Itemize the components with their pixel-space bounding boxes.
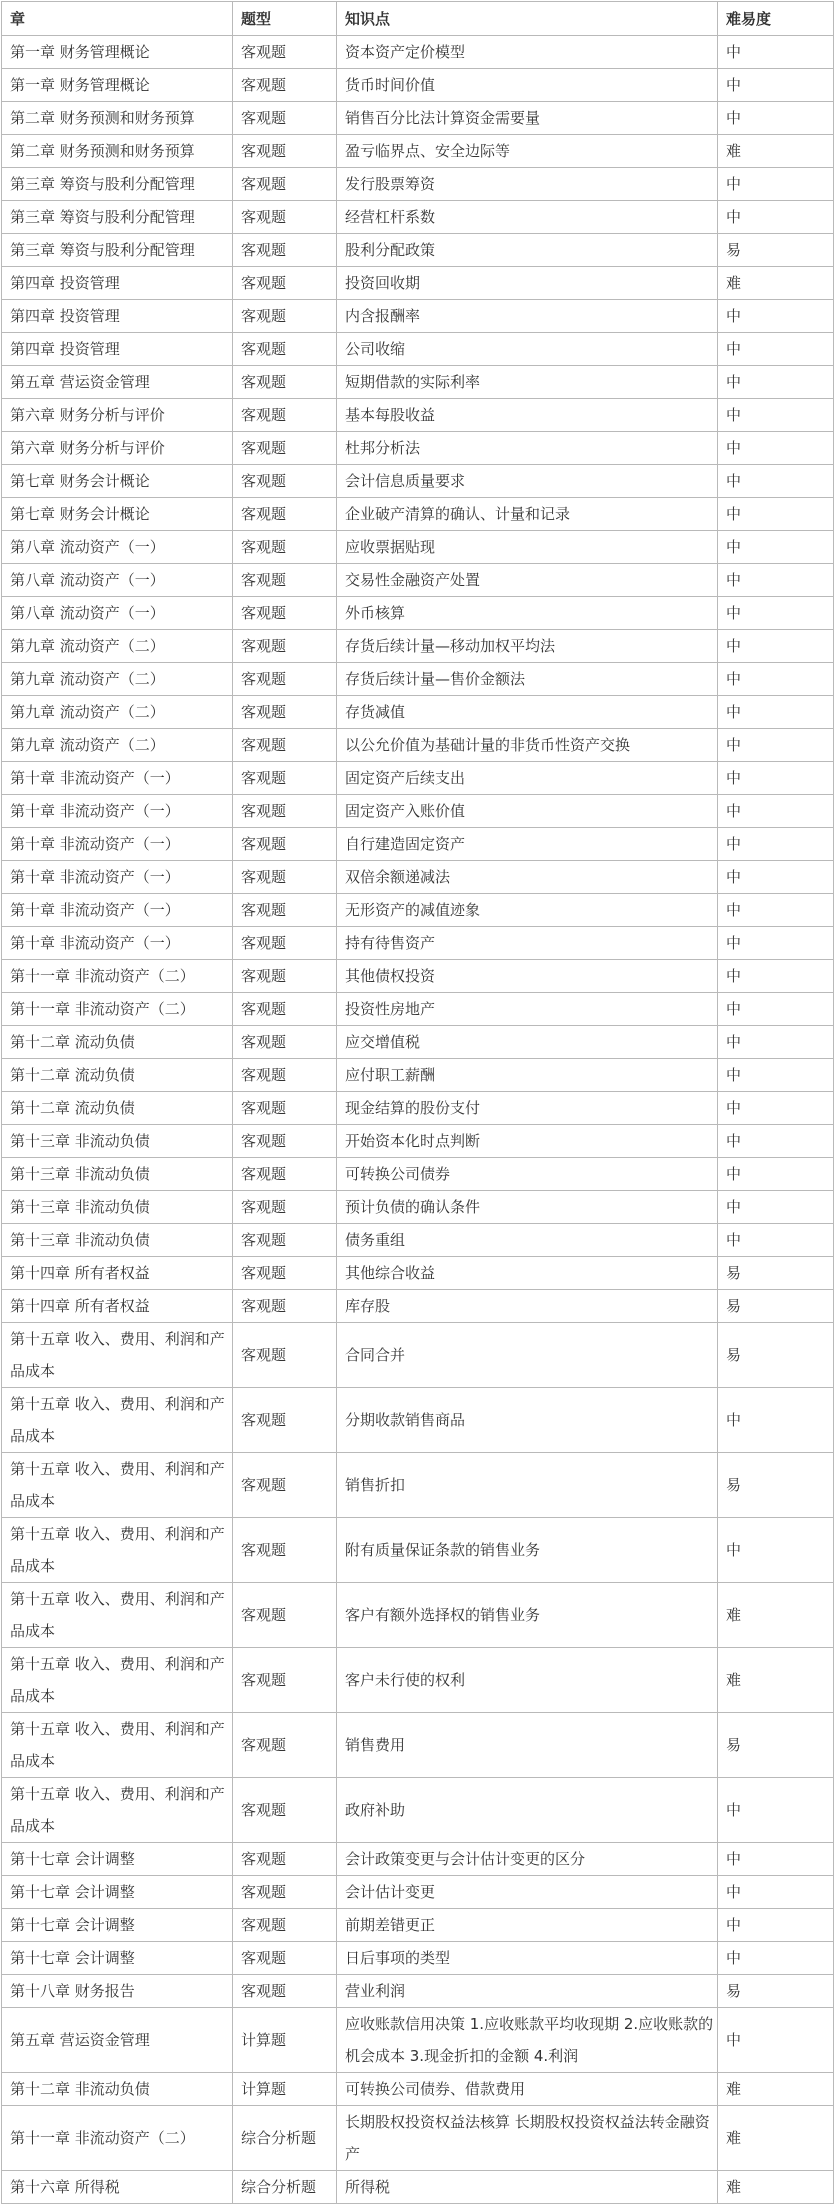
knowledge-point-cell: 货币时间价值 [337, 69, 718, 102]
table-row [2, 993, 834, 1026]
table-row [2, 1518, 834, 1583]
difficulty-cell: 易 [718, 234, 834, 267]
knowledge-point-cell: 销售费用 [337, 1713, 718, 1778]
difficulty-cell: 中 [718, 168, 834, 201]
knowledge-point-cell: 其他综合收益 [337, 1257, 718, 1290]
knowledge-point-cell: 政府补助 [337, 1778, 718, 1843]
question-type-cell: 客观题 [233, 564, 337, 597]
chapter-cell: 第十一章 非流动资产（二） [2, 960, 233, 993]
knowledge-point-cell: 前期差错更正 [337, 1909, 718, 1942]
knowledge-point-cell: 营业利润 [337, 1975, 718, 2008]
chapter-cell: 第十章 非流动资产（一） [2, 927, 233, 960]
chapter-cell: 第九章 流动资产（二） [2, 729, 233, 762]
chapter-cell: 第十章 非流动资产（一） [2, 894, 233, 927]
knowledge-point-cell: 合同合并 [337, 1323, 718, 1388]
question-type-cell: 客观题 [233, 1975, 337, 2008]
knowledge-point-cell: 其他债权投资 [337, 960, 718, 993]
question-type-cell: 综合分析题 [233, 2171, 337, 2204]
difficulty-cell: 中 [718, 1518, 834, 1583]
table-row [2, 861, 834, 894]
question-type-cell: 客观题 [233, 762, 337, 795]
difficulty-cell: 中 [718, 102, 834, 135]
difficulty-cell: 难 [718, 1648, 834, 1713]
table-row [2, 465, 834, 498]
question-type-cell: 客观题 [233, 993, 337, 1026]
chapter-cell: 第十一章 非流动资产（二） [2, 993, 233, 1026]
table-row [2, 1158, 834, 1191]
table-header-row [2, 2, 834, 36]
knowledge-point-cell: 固定资产入账价值 [337, 795, 718, 828]
difficulty-cell: 中 [718, 2008, 834, 2073]
difficulty-cell: 中 [718, 1125, 834, 1158]
question-type-cell: 计算题 [233, 2008, 337, 2073]
knowledge-point-cell: 会计政策变更与会计估计变更的区分 [337, 1843, 718, 1876]
question-type-cell: 客观题 [233, 861, 337, 894]
question-type-cell: 客观题 [233, 432, 337, 465]
question-type-cell: 客观题 [233, 630, 337, 663]
table-row [2, 2008, 834, 2073]
question-type-cell: 客观题 [233, 1158, 337, 1191]
question-type-cell: 客观题 [233, 69, 337, 102]
question-type-cell: 客观题 [233, 531, 337, 564]
question-type-cell: 客观题 [233, 1583, 337, 1648]
question-type-cell: 客观题 [233, 234, 337, 267]
question-type-cell: 客观题 [233, 1843, 337, 1876]
knowledge-point-cell: 销售折扣 [337, 1453, 718, 1518]
chapter-cell: 第四章 投资管理 [2, 300, 233, 333]
knowledge-point-cell: 自行建造固定资产 [337, 828, 718, 861]
difficulty-cell: 中 [718, 993, 834, 1026]
knowledge-point-cell: 长期股权投资权益法核算 长期股权投资权益法转金融资产 [337, 2106, 718, 2171]
table-row [2, 564, 834, 597]
difficulty-cell: 中 [718, 498, 834, 531]
knowledge-point-cell: 盈亏临界点、安全边际等 [337, 135, 718, 168]
header-question-type: 题型 [233, 2, 337, 36]
chapter-cell: 第八章 流动资产（一） [2, 597, 233, 630]
table-row [2, 1453, 834, 1518]
chapter-cell: 第三章 筹资与股利分配管理 [2, 234, 233, 267]
chapter-cell: 第十八章 财务报告 [2, 1975, 233, 2008]
knowledge-point-cell: 以公允价值为基础计量的非货币性资产交换 [337, 729, 718, 762]
difficulty-cell: 中 [718, 762, 834, 795]
difficulty-cell: 中 [718, 1843, 834, 1876]
question-type-cell: 客观题 [233, 597, 337, 630]
knowledge-point-cell: 基本每股收益 [337, 399, 718, 432]
difficulty-cell: 中 [718, 894, 834, 927]
chapter-cell: 第十七章 会计调整 [2, 1909, 233, 1942]
difficulty-cell: 难 [718, 267, 834, 300]
table-row [2, 828, 834, 861]
chapter-cell: 第四章 投资管理 [2, 267, 233, 300]
knowledge-point-cell: 投资性房地产 [337, 993, 718, 1026]
knowledge-point-cell: 可转换公司债券 [337, 1158, 718, 1191]
chapter-cell: 第十二章 非流动负债 [2, 2073, 233, 2106]
chapter-cell: 第十四章 所有者权益 [2, 1257, 233, 1290]
chapter-cell: 第六章 财务分析与评价 [2, 432, 233, 465]
table-row [2, 1648, 834, 1713]
question-type-cell: 客观题 [233, 1518, 337, 1583]
table-row [2, 399, 834, 432]
difficulty-cell: 中 [718, 630, 834, 663]
knowledge-point-cell: 客户未行使的权利 [337, 1648, 718, 1713]
chapter-cell: 第三章 筹资与股利分配管理 [2, 201, 233, 234]
knowledge-point-cell: 应付职工薪酬 [337, 1059, 718, 1092]
table-row [2, 267, 834, 300]
question-type-cell: 客观题 [233, 1713, 337, 1778]
chapter-cell: 第十五章 收入、费用、利润和产品成本 [2, 1648, 233, 1713]
table-row [2, 630, 834, 663]
question-type-cell: 客观题 [233, 1909, 337, 1942]
table-row [2, 1257, 834, 1290]
knowledge-point-cell: 会计估计变更 [337, 1876, 718, 1909]
table-row [2, 201, 834, 234]
chapter-cell: 第十五章 收入、费用、利润和产品成本 [2, 1453, 233, 1518]
chapter-cell: 第十五章 收入、费用、利润和产品成本 [2, 1583, 233, 1648]
difficulty-cell: 中 [718, 1158, 834, 1191]
table-row [2, 1125, 834, 1158]
difficulty-cell: 难 [718, 2106, 834, 2171]
knowledge-point-cell: 日后事项的类型 [337, 1942, 718, 1975]
table-row [2, 168, 834, 201]
knowledge-point-cell: 投资回收期 [337, 267, 718, 300]
chapter-cell: 第十章 非流动资产（一） [2, 861, 233, 894]
table-row [2, 1778, 834, 1843]
chapter-cell: 第八章 流动资产（一） [2, 531, 233, 564]
difficulty-cell: 易 [718, 1290, 834, 1323]
question-type-cell: 客观题 [233, 1876, 337, 1909]
difficulty-cell: 中 [718, 465, 834, 498]
question-type-cell: 客观题 [233, 1059, 337, 1092]
table-row [2, 597, 834, 630]
chapter-cell: 第十三章 非流动负债 [2, 1158, 233, 1191]
table-row [2, 1843, 834, 1876]
difficulty-cell: 易 [718, 1713, 834, 1778]
difficulty-cell: 易 [718, 1975, 834, 2008]
table-row [2, 432, 834, 465]
table-row [2, 795, 834, 828]
chapter-cell: 第十七章 会计调整 [2, 1942, 233, 1975]
question-type-cell: 客观题 [233, 267, 337, 300]
question-type-cell: 客观题 [233, 894, 337, 927]
knowledge-point-cell: 发行股票筹资 [337, 168, 718, 201]
chapter-cell: 第十一章 非流动资产（二） [2, 2106, 233, 2171]
question-type-cell: 综合分析题 [233, 2106, 337, 2171]
difficulty-cell: 中 [718, 399, 834, 432]
chapter-cell: 第十七章 会计调整 [2, 1843, 233, 1876]
question-type-cell: 客观题 [233, 1191, 337, 1224]
chapter-cell: 第三章 筹资与股利分配管理 [2, 168, 233, 201]
chapter-cell: 第十五章 收入、费用、利润和产品成本 [2, 1713, 233, 1778]
difficulty-cell: 中 [718, 663, 834, 696]
chapter-cell: 第八章 流动资产（一） [2, 564, 233, 597]
knowledge-point-cell: 会计信息质量要求 [337, 465, 718, 498]
difficulty-cell: 中 [718, 1909, 834, 1942]
knowledge-point-cell: 库存股 [337, 1290, 718, 1323]
chapter-cell: 第十六章 所得税 [2, 2171, 233, 2204]
knowledge-point-cell: 所得税 [337, 2171, 718, 2204]
header-knowledge-point: 知识点 [337, 2, 718, 36]
table-row [2, 234, 834, 267]
question-type-cell: 客观题 [233, 1778, 337, 1843]
chapter-cell: 第十三章 非流动负债 [2, 1224, 233, 1257]
question-type-cell: 客观题 [233, 1257, 337, 1290]
difficulty-cell: 中 [718, 300, 834, 333]
knowledge-point-cell: 附有质量保证条款的销售业务 [337, 1518, 718, 1583]
difficulty-cell: 中 [718, 795, 834, 828]
difficulty-cell: 中 [718, 564, 834, 597]
knowledge-point-cell: 应交增值税 [337, 1026, 718, 1059]
chapter-cell: 第十五章 收入、费用、利润和产品成本 [2, 1323, 233, 1388]
chapter-cell: 第十七章 会计调整 [2, 1876, 233, 1909]
chapter-cell: 第十三章 非流动负债 [2, 1191, 233, 1224]
knowledge-point-cell: 外币核算 [337, 597, 718, 630]
difficulty-cell: 中 [718, 861, 834, 894]
knowledge-point-cell: 短期借款的实际利率 [337, 366, 718, 399]
question-type-cell: 客观题 [233, 1125, 337, 1158]
question-type-cell: 客观题 [233, 1026, 337, 1059]
chapter-cell: 第四章 投资管理 [2, 333, 233, 366]
difficulty-cell: 难 [718, 1583, 834, 1648]
knowledge-point-cell: 分期收款销售商品 [337, 1388, 718, 1453]
knowledge-point-cell: 现金结算的股份支付 [337, 1092, 718, 1125]
question-type-cell: 客观题 [233, 1942, 337, 1975]
chapter-cell: 第一章 财务管理概论 [2, 36, 233, 69]
difficulty-cell: 易 [718, 1453, 834, 1518]
difficulty-cell: 中 [718, 696, 834, 729]
table-row [2, 1059, 834, 1092]
question-type-cell: 客观题 [233, 465, 337, 498]
table-row [2, 366, 834, 399]
difficulty-cell: 易 [718, 1257, 834, 1290]
difficulty-cell: 中 [718, 36, 834, 69]
table-row [2, 696, 834, 729]
chapter-cell: 第十章 非流动资产（一） [2, 828, 233, 861]
table-row [2, 102, 834, 135]
table-row [2, 894, 834, 927]
chapter-cell: 第九章 流动资产（二） [2, 696, 233, 729]
question-type-cell: 客观题 [233, 927, 337, 960]
knowledge-point-cell: 债务重组 [337, 1224, 718, 1257]
knowledge-point-cell: 持有待售资产 [337, 927, 718, 960]
difficulty-cell: 中 [718, 201, 834, 234]
chapter-cell: 第十四章 所有者权益 [2, 1290, 233, 1323]
question-type-cell: 客观题 [233, 729, 337, 762]
table-row [2, 2073, 834, 2106]
question-type-cell: 客观题 [233, 168, 337, 201]
chapter-cell: 第七章 财务会计概论 [2, 498, 233, 531]
question-type-cell: 客观题 [233, 399, 337, 432]
difficulty-cell: 中 [718, 729, 834, 762]
question-type-cell: 客观题 [233, 1290, 337, 1323]
chapter-cell: 第七章 财务会计概论 [2, 465, 233, 498]
difficulty-cell: 中 [718, 1092, 834, 1125]
question-type-cell: 客观题 [233, 1224, 337, 1257]
chapter-cell: 第十章 非流动资产（一） [2, 795, 233, 828]
table-row [2, 729, 834, 762]
knowledge-point-cell: 经营杠杆系数 [337, 201, 718, 234]
table-row [2, 1876, 834, 1909]
chapter-cell: 第十二章 流动负债 [2, 1059, 233, 1092]
chapter-cell: 第二章 财务预测和财务预算 [2, 102, 233, 135]
table-row [2, 1290, 834, 1323]
question-type-cell: 客观题 [233, 1453, 337, 1518]
question-type-cell: 客观题 [233, 300, 337, 333]
question-type-cell: 客观题 [233, 366, 337, 399]
question-type-cell: 客观题 [233, 135, 337, 168]
knowledge-point-cell: 企业破产清算的确认、计量和记录 [337, 498, 718, 531]
difficulty-cell: 中 [718, 1224, 834, 1257]
knowledge-point-cell: 公司收缩 [337, 333, 718, 366]
table-row [2, 2171, 834, 2204]
question-type-cell: 客观题 [233, 696, 337, 729]
table-row [2, 762, 834, 795]
table-row [2, 1909, 834, 1942]
difficulty-cell: 难 [718, 2171, 834, 2204]
knowledge-point-cell: 存货后续计量—售价金额法 [337, 663, 718, 696]
knowledge-point-cell: 应收票据贴现 [337, 531, 718, 564]
table-row [2, 531, 834, 564]
difficulty-cell: 中 [718, 366, 834, 399]
chapter-cell: 第九章 流动资产（二） [2, 663, 233, 696]
knowledge-point-cell: 双倍余额递减法 [337, 861, 718, 894]
knowledge-point-cell: 应收账款信用决策 1.应收账款平均收现期 2.应收账款的机会成本 3.现金折扣的金额 4.利润 [337, 2008, 718, 2073]
exam-knowledge-table [1, 1, 834, 2204]
question-type-cell: 客观题 [233, 333, 337, 366]
table-row [2, 2106, 834, 2171]
chapter-cell: 第九章 流动资产（二） [2, 630, 233, 663]
question-type-cell: 客观题 [233, 663, 337, 696]
table-row [2, 1388, 834, 1453]
table-body [2, 36, 834, 2204]
knowledge-point-cell: 存货减值 [337, 696, 718, 729]
table-row [2, 333, 834, 366]
table-row [2, 69, 834, 102]
table-row [2, 1713, 834, 1778]
question-type-cell: 客观题 [233, 1648, 337, 1713]
table-row [2, 1583, 834, 1648]
question-type-cell: 客观题 [233, 1092, 337, 1125]
chapter-cell: 第十二章 流动负债 [2, 1092, 233, 1125]
chapter-cell: 第五章 营运资金管理 [2, 366, 233, 399]
difficulty-cell: 中 [718, 1191, 834, 1224]
table-row [2, 927, 834, 960]
difficulty-cell: 中 [718, 828, 834, 861]
difficulty-cell: 中 [718, 1942, 834, 1975]
difficulty-cell: 难 [718, 2073, 834, 2106]
knowledge-point-cell: 可转换公司债券、借款费用 [337, 2073, 718, 2106]
difficulty-cell: 中 [718, 1876, 834, 1909]
table-row [2, 1191, 834, 1224]
table-row [2, 1975, 834, 2008]
table-row [2, 135, 834, 168]
difficulty-cell: 中 [718, 1059, 834, 1092]
knowledge-point-cell: 销售百分比法计算资金需要量 [337, 102, 718, 135]
question-type-cell: 客观题 [233, 102, 337, 135]
knowledge-point-cell: 交易性金融资产处置 [337, 564, 718, 597]
knowledge-point-cell: 开始资本化时点判断 [337, 1125, 718, 1158]
question-type-cell: 客观题 [233, 498, 337, 531]
question-type-cell: 客观题 [233, 1323, 337, 1388]
difficulty-cell: 难 [718, 135, 834, 168]
table-row [2, 1092, 834, 1125]
difficulty-cell: 中 [718, 333, 834, 366]
table-row [2, 1026, 834, 1059]
knowledge-point-cell: 预计负债的确认条件 [337, 1191, 718, 1224]
chapter-cell: 第十五章 收入、费用、利润和产品成本 [2, 1518, 233, 1583]
knowledge-point-cell: 资本资产定价模型 [337, 36, 718, 69]
knowledge-point-cell: 内含报酬率 [337, 300, 718, 333]
question-type-cell: 客观题 [233, 828, 337, 861]
knowledge-point-cell: 固定资产后续支出 [337, 762, 718, 795]
difficulty-cell: 中 [718, 597, 834, 630]
table-row [2, 960, 834, 993]
knowledge-point-cell: 股利分配政策 [337, 234, 718, 267]
difficulty-cell: 中 [718, 927, 834, 960]
chapter-cell: 第十章 非流动资产（一） [2, 762, 233, 795]
table-row [2, 1224, 834, 1257]
question-type-cell: 客观题 [233, 201, 337, 234]
knowledge-point-cell: 存货后续计量—移动加权平均法 [337, 630, 718, 663]
chapter-cell: 第十三章 非流动负债 [2, 1125, 233, 1158]
question-type-cell: 计算题 [233, 2073, 337, 2106]
question-type-cell: 客观题 [233, 1388, 337, 1453]
table-row [2, 1942, 834, 1975]
difficulty-cell: 中 [718, 1778, 834, 1843]
difficulty-cell: 中 [718, 1388, 834, 1453]
chapter-cell: 第六章 财务分析与评价 [2, 399, 233, 432]
table-row [2, 498, 834, 531]
table-row [2, 1323, 834, 1388]
knowledge-point-cell: 杜邦分析法 [337, 432, 718, 465]
difficulty-cell: 中 [718, 960, 834, 993]
knowledge-point-cell: 无形资产的减值迹象 [337, 894, 718, 927]
chapter-cell: 第五章 营运资金管理 [2, 2008, 233, 2073]
table-row [2, 300, 834, 333]
difficulty-cell: 中 [718, 531, 834, 564]
header-difficulty: 难易度 [718, 2, 834, 36]
chapter-cell: 第二章 财务预测和财务预算 [2, 135, 233, 168]
chapter-cell: 第十二章 流动负债 [2, 1026, 233, 1059]
chapter-cell: 第十五章 收入、费用、利润和产品成本 [2, 1388, 233, 1453]
table-row [2, 36, 834, 69]
difficulty-cell: 易 [718, 1323, 834, 1388]
difficulty-cell: 中 [718, 1026, 834, 1059]
question-type-cell: 客观题 [233, 795, 337, 828]
knowledge-point-cell: 客户有额外选择权的销售业务 [337, 1583, 718, 1648]
header-chapter: 章 [2, 2, 233, 36]
question-type-cell: 客观题 [233, 36, 337, 69]
question-type-cell: 客观题 [233, 960, 337, 993]
table-row [2, 663, 834, 696]
chapter-cell: 第一章 财务管理概论 [2, 69, 233, 102]
chapter-cell: 第十五章 收入、费用、利润和产品成本 [2, 1778, 233, 1843]
difficulty-cell: 中 [718, 69, 834, 102]
difficulty-cell: 中 [718, 432, 834, 465]
